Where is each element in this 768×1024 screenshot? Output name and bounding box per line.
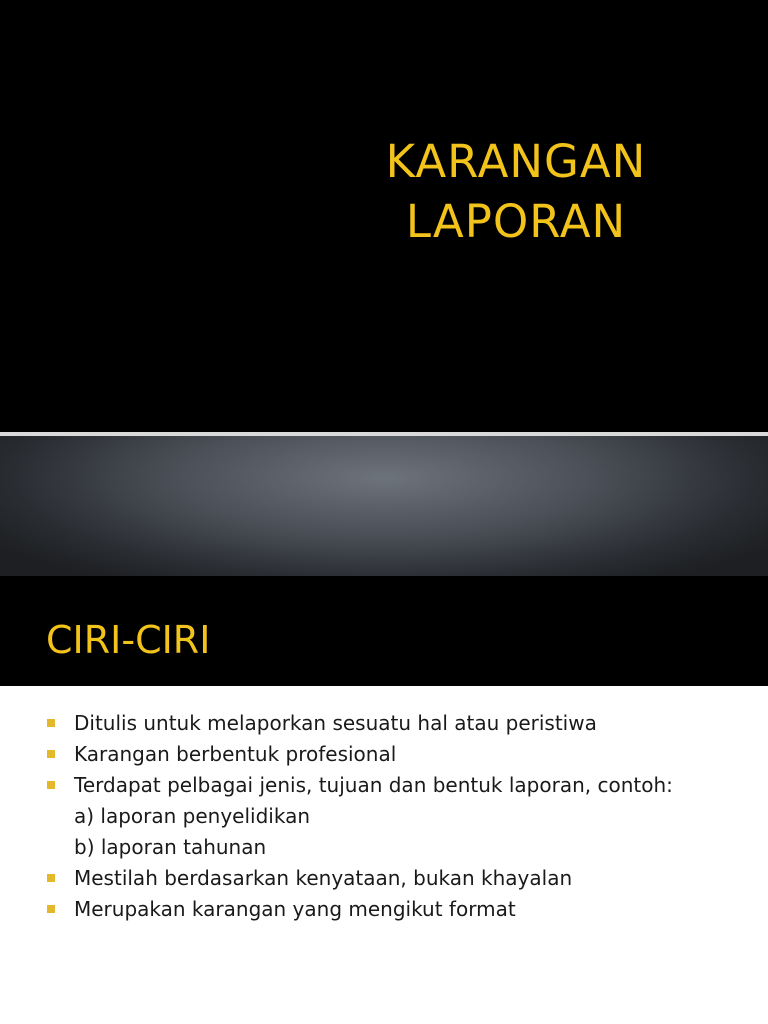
list-item-text: Mestilah berdasarkan kenyataan, bukan khayalan bbox=[74, 866, 573, 890]
slide-title-line-1: KARANGAN bbox=[385, 135, 647, 188]
square-bullet-icon bbox=[47, 905, 55, 913]
list-item bbox=[47, 739, 747, 770]
bullet-list bbox=[47, 708, 747, 925]
list-item bbox=[47, 863, 747, 894]
list-item-text: Karangan berbentuk profesional bbox=[74, 742, 397, 766]
slide-gradient-band bbox=[0, 436, 768, 576]
list-subitem-text: a) laporan penyelidikan bbox=[74, 804, 311, 828]
square-bullet-icon bbox=[47, 750, 55, 758]
list-item bbox=[47, 708, 747, 739]
title-slide bbox=[0, 0, 768, 432]
list-subitem bbox=[47, 832, 747, 863]
list-subitem-text: b) laporan tahunan bbox=[74, 835, 267, 859]
list-item-text: Ditulis untuk melaporkan sesuatu hal atau peristiwa bbox=[74, 711, 597, 735]
list-item-text: Terdapat pelbagai jenis, tujuan dan bentuk laporan, contoh: bbox=[74, 773, 673, 797]
list-item bbox=[47, 894, 747, 925]
content-slide-title: CIRI-CIRI bbox=[46, 618, 211, 662]
content-slide-body bbox=[0, 686, 768, 1024]
list-item-text: Merupakan karangan yang mengikut format bbox=[74, 897, 516, 921]
slide-title-line-2: LAPORAN bbox=[405, 195, 627, 248]
list-item bbox=[47, 770, 747, 801]
square-bullet-icon bbox=[47, 781, 55, 789]
list-subitem bbox=[47, 801, 747, 832]
square-bullet-icon bbox=[47, 719, 55, 727]
slide-title bbox=[336, 132, 696, 252]
square-bullet-icon bbox=[47, 874, 55, 882]
